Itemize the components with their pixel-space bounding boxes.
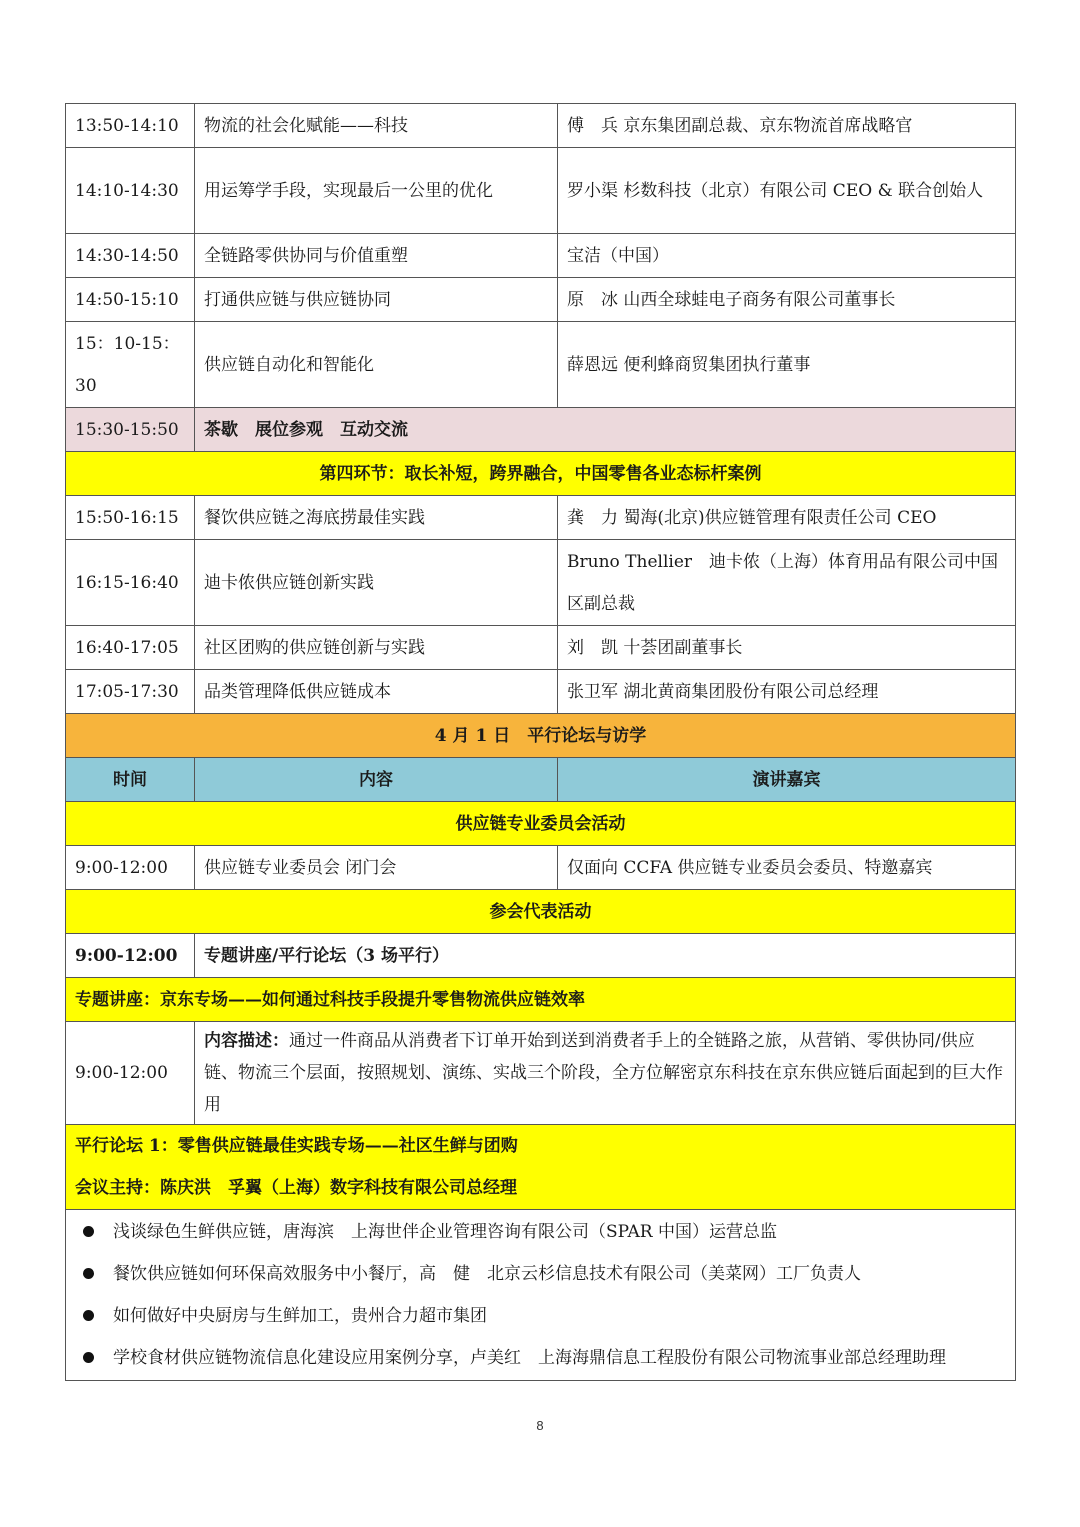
table-row <box>66 234 1016 278</box>
table-row <box>66 278 1016 322</box>
committee-title: 供应链专业委员会活动 <box>66 802 1016 846</box>
time-cell: 15:50-16:15 <box>66 496 195 540</box>
time-cell: 9:00-12:00 <box>66 1022 195 1125</box>
table-row <box>66 846 1016 890</box>
time-cell: 15:30-15:50 <box>66 408 195 452</box>
day-header-row <box>66 714 1016 758</box>
content-cell: 用运筹学手段，实现最后一公里的优化 <box>195 148 558 234</box>
item-text: 学校食材供应链物流信息化建设应用案例分享，卢美红 上海海鼎信息工程股份有限公司物流事业部总经理助理 <box>113 1348 946 1368</box>
break-row <box>66 408 1016 452</box>
header-time: 时间 <box>66 758 195 802</box>
time-cell: 17:05-17:30 <box>66 670 195 714</box>
forum1-header <box>66 1125 1016 1210</box>
break-content: 茶歇 展位参观 互动交流 <box>195 408 1016 452</box>
table-row <box>66 1022 1016 1125</box>
section-header-row <box>66 978 1016 1022</box>
time-cell: 14:10-14:30 <box>66 148 195 234</box>
table-row <box>66 540 1016 626</box>
content-cell: 供应链专业委员会 闭门会 <box>195 846 558 890</box>
forum1-items <box>75 1211 1006 1379</box>
speaker-cell: 原 冰 山西全球蛙电子商务有限公司董事长 <box>558 278 1016 322</box>
time-cell: 16:40-17:05 <box>66 626 195 670</box>
speaker-cell: 刘 凯 十荟团副董事长 <box>558 626 1016 670</box>
speaker-cell: 罗小渠 杉数科技（北京）有限公司 CEO & 联合创始人 <box>558 148 1016 234</box>
section-header-row <box>66 890 1016 934</box>
forum1-host: 会议主持：陈庆洪 孚翼（上海）数字科技有限公司总经理 <box>75 1178 517 1198</box>
speaker-cell: 薛恩远 便利蜂商贸集团执行董事 <box>558 322 1016 408</box>
section4-title: 第四环节：取长补短，跨界融合，中国零售各业态标杆案例 <box>66 452 1016 496</box>
item-text: 如何做好中央厨房与生鲜加工，贵州合力超市集团 <box>113 1306 487 1326</box>
item-text: 餐饮供应链如何环保高效服务中小餐厅，高 健 北京云杉信息技术有限公司（美菜网）工厂负责人 <box>113 1264 861 1284</box>
content-cell: 品类管理降低供应链成本 <box>195 670 558 714</box>
content-cell: 专题讲座/平行论坛（3 场平行） <box>195 934 1016 978</box>
forum1-title: 平行论坛 1：零售供应链最佳实践专场——社区生鲜与团购 <box>75 1136 518 1156</box>
column-header-row <box>66 758 1016 802</box>
description-label: 内容描述： <box>204 1031 289 1051</box>
section-header-row <box>66 802 1016 846</box>
content-cell: 社区团购的供应链创新与实践 <box>195 626 558 670</box>
header-content: 内容 <box>195 758 558 802</box>
speaker-cell: 宝洁（中国） <box>558 234 1016 278</box>
table-row <box>66 626 1016 670</box>
speaker-cell: 张卫军 湖北黄商集团股份有限公司总经理 <box>558 670 1016 714</box>
content-cell: 物流的社会化赋能——科技 <box>195 104 558 148</box>
list-item <box>75 1295 1006 1337</box>
content-cell: 餐饮供应链之海底捞最佳实践 <box>195 496 558 540</box>
description-text: 通过一件商品从消费者下订单开始到送到消费者手上的全链路之旅，从营销、零供协同/供应链、物流三个层面，按照规划、演练、实战三个阶段，全方位解密京东科技在京东供应链后面起到的巨大作用 <box>204 1031 1003 1115</box>
schedule-table <box>65 103 1016 1381</box>
item-text: 浅谈绿色生鲜供应链，唐海滨 上海世伴企业管理咨询有限公司（SPAR 中国）运营总监 <box>113 1222 778 1242</box>
time-cell: 14:30-14:50 <box>66 234 195 278</box>
speaker-cell: 仅面向 CCFA 供应链专业委员会委员、特邀嘉宾 <box>558 846 1016 890</box>
time-cell: 13:50-14:10 <box>66 104 195 148</box>
content-cell: 打通供应链与供应链协同 <box>195 278 558 322</box>
content-cell: 迪卡侬供应链创新实践 <box>195 540 558 626</box>
time-cell: 9:00-12:00 <box>66 846 195 890</box>
time-cell: 15：10-15：30 <box>66 322 195 408</box>
table-row <box>66 934 1016 978</box>
header-speaker: 演讲嘉宾 <box>558 758 1016 802</box>
bullet-icon <box>83 1226 94 1237</box>
forum1-items-cell <box>66 1210 1016 1381</box>
description-cell <box>195 1022 1016 1125</box>
section-header-row <box>66 452 1016 496</box>
bullet-icon <box>83 1352 94 1363</box>
delegates-title: 参会代表活动 <box>66 890 1016 934</box>
speaker-cell: 龚 力 蜀海(北京)供应链管理有限责任公司 CEO <box>558 496 1016 540</box>
bullet-icon <box>83 1310 94 1321</box>
speaker-cell: Bruno Thellier 迪卡侬（上海）体育用品有限公司中国区副总裁 <box>558 540 1016 626</box>
jd-lecture-title: 专题讲座：京东专场——如何通过科技手段提升零售物流供应链效率 <box>66 978 1016 1022</box>
list-item <box>75 1211 1006 1253</box>
time-cell: 9:00-12:00 <box>66 934 195 978</box>
time-cell: 14:50-15:10 <box>66 278 195 322</box>
list-item <box>75 1253 1006 1295</box>
table-row <box>66 148 1016 234</box>
speaker-cell: 傅 兵 京东集团副总裁、京东物流首席战略官 <box>558 104 1016 148</box>
table-row <box>66 104 1016 148</box>
table-row <box>66 322 1016 408</box>
content-cell: 全链路零供协同与价值重塑 <box>195 234 558 278</box>
content-cell: 供应链自动化和智能化 <box>195 322 558 408</box>
forum-header-row <box>66 1125 1016 1210</box>
schedule-sheet <box>65 103 1015 1381</box>
table-row <box>66 670 1016 714</box>
bullet-icon <box>83 1268 94 1279</box>
time-cell: 16:15-16:40 <box>66 540 195 626</box>
forum-items-row <box>66 1210 1016 1381</box>
list-item <box>75 1337 1006 1379</box>
table-row <box>66 496 1016 540</box>
day-title: 4 月 1 日 平行论坛与访学 <box>66 714 1016 758</box>
page-number: 8 <box>536 1418 544 1433</box>
